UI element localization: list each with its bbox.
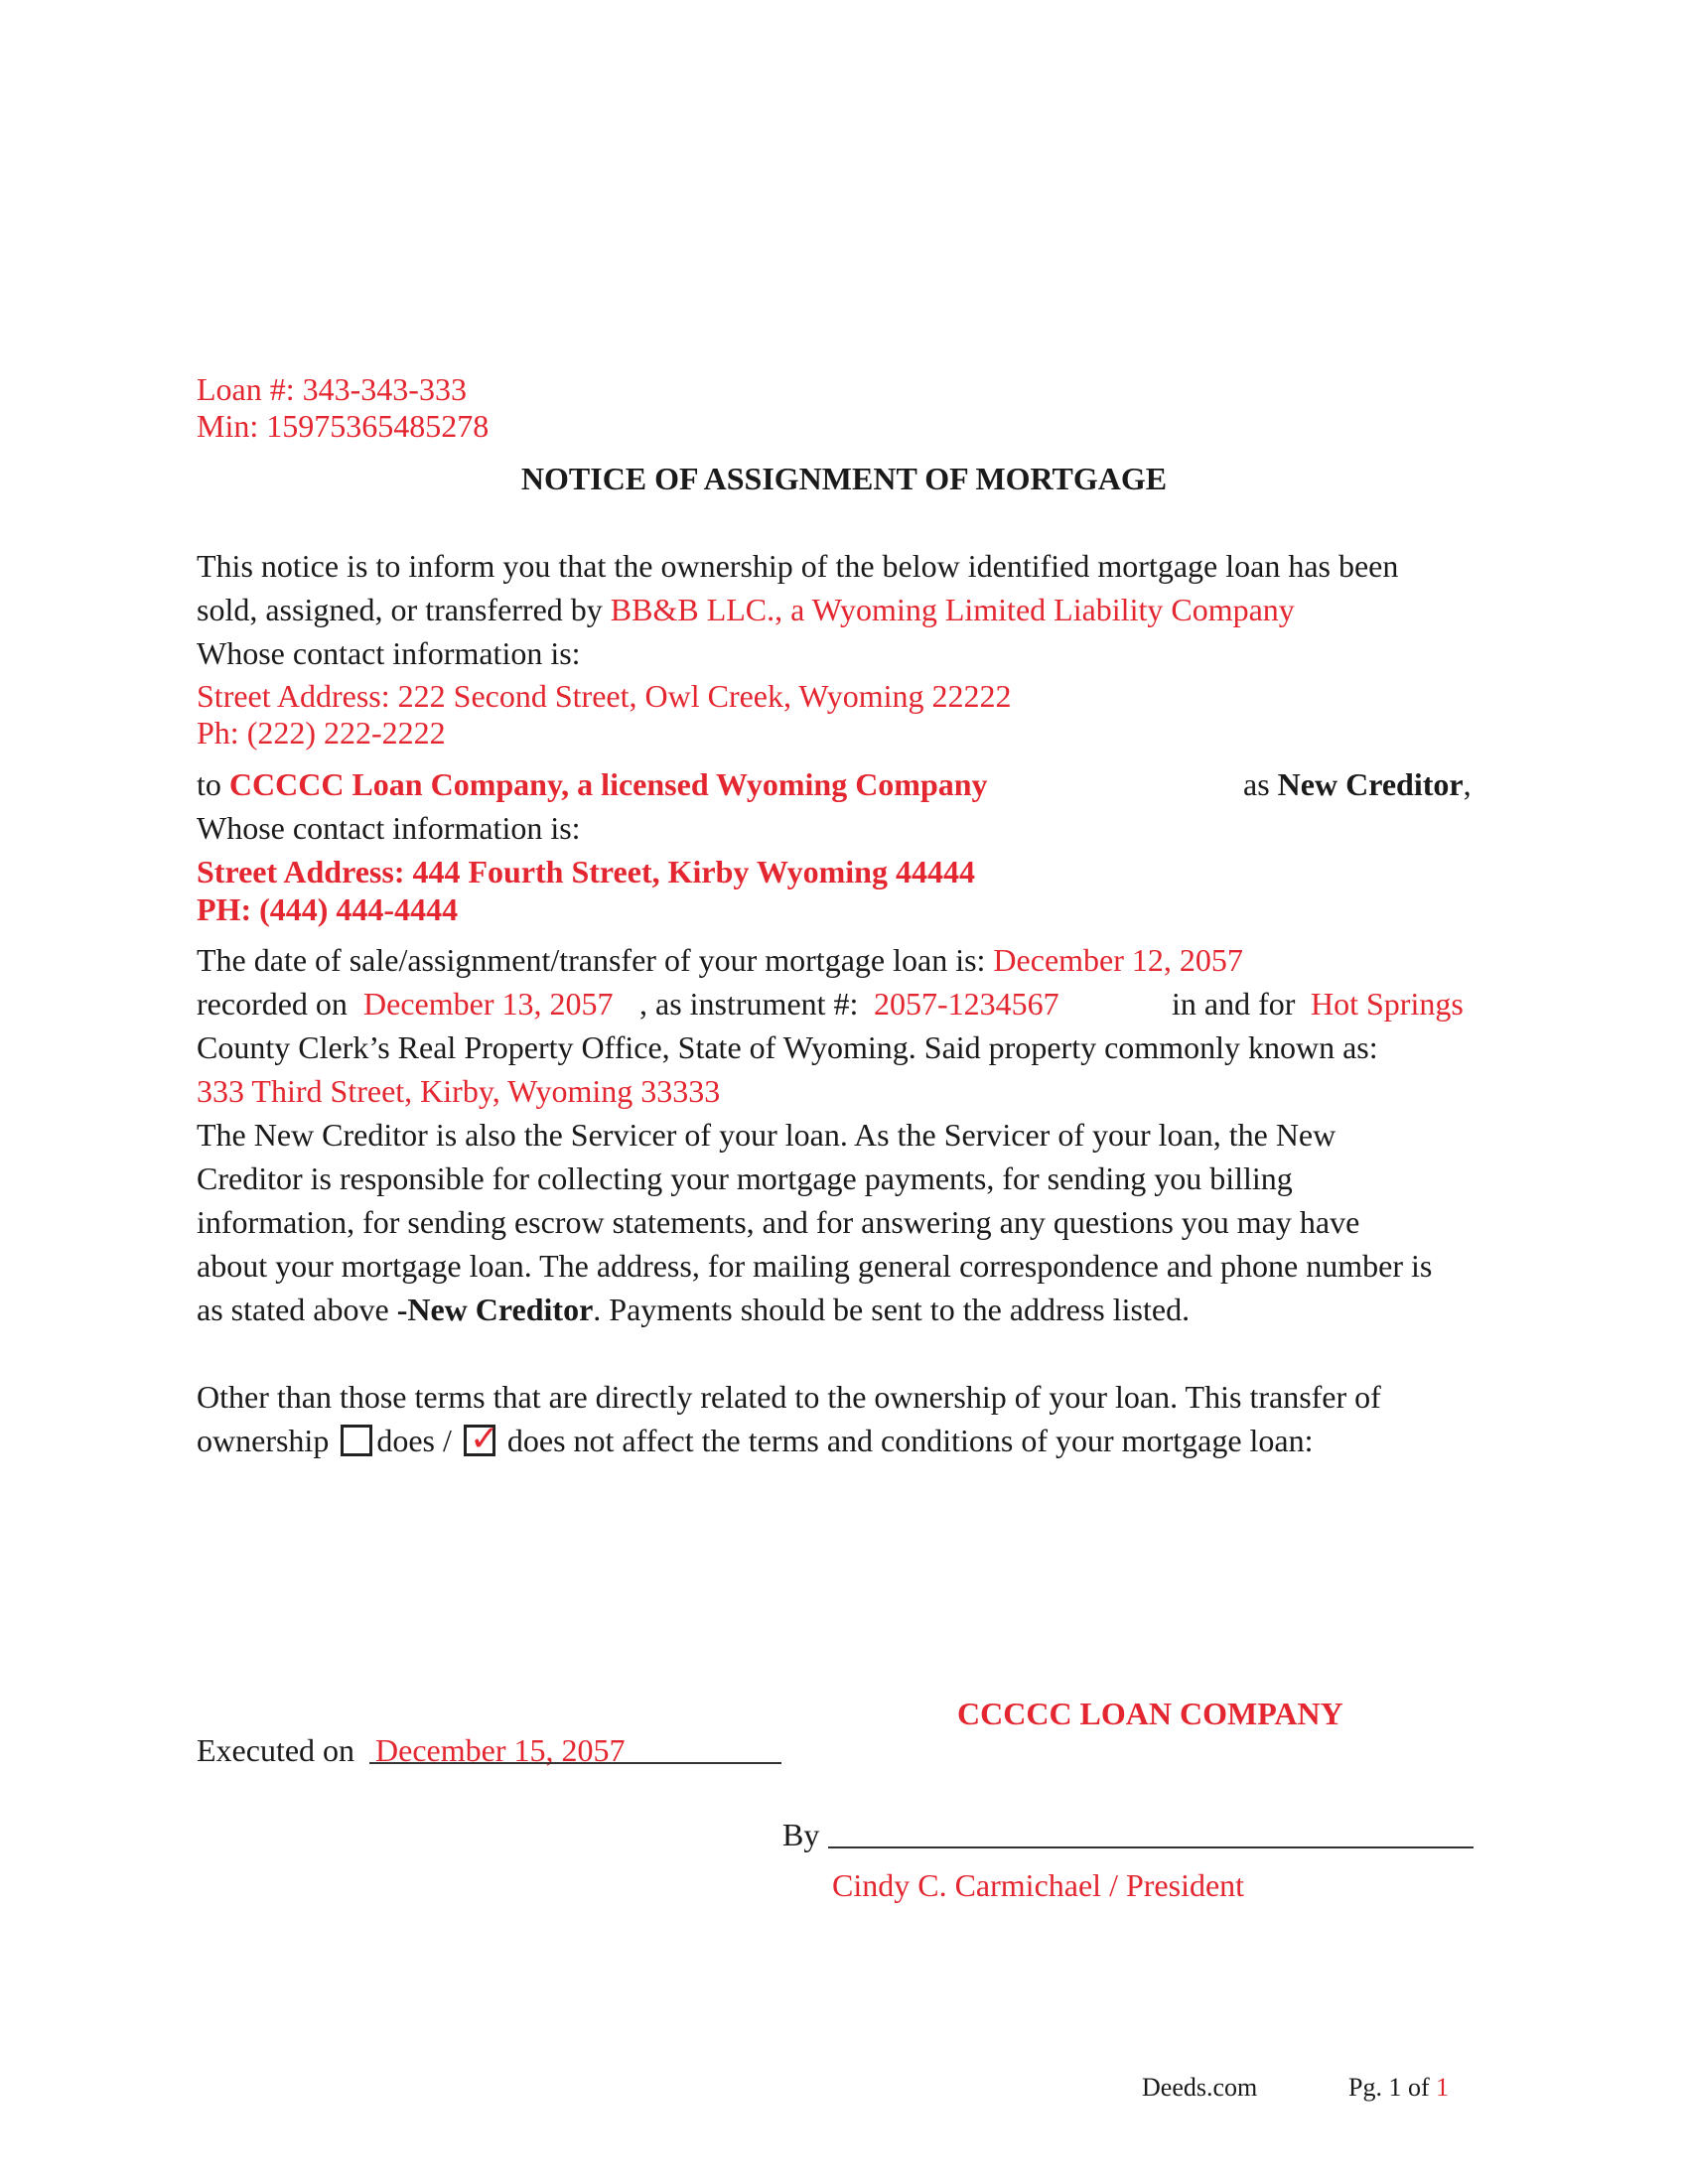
- servicer-line-5: [197, 1288, 1190, 1331]
- does-not-checkbox[interactable]: [464, 1419, 500, 1459]
- as-label: as: [1243, 766, 1270, 802]
- in-and-for-label: in and for: [1172, 986, 1296, 1022]
- company-name: CCCCC LOAN COMPANY: [957, 1696, 1343, 1731]
- assignee-phone: PH: (444) 444-4444: [197, 891, 459, 927]
- servicer-line-4: about your mortgage loan. The address, for mailing general correspondence and phone number is: [197, 1248, 1433, 1284]
- signature-line[interactable]: [828, 1846, 1474, 1848]
- assignee-name: CCCCC Loan Company, a licensed Wyoming Company: [228, 766, 988, 802]
- terms-line-2: [197, 1419, 1314, 1462]
- assignor-phone: Ph: (222) 222-2222: [197, 715, 446, 751]
- loan-number: Loan #: 343-343-333: [197, 371, 467, 407]
- assignee-address: Street Address: 444 Fourth Street, Kirby Wyoming 44444: [197, 854, 975, 889]
- whose-contact-1: Whose contact information is:: [197, 635, 581, 671]
- new-creditor-reference: -New Creditor: [396, 1292, 594, 1327]
- servicer-line-5-prefix: as stated above: [197, 1292, 389, 1327]
- recorded-on-label: recorded on: [197, 986, 348, 1022]
- intro-line-2: [197, 588, 1295, 631]
- executed-date: December 15, 2057: [375, 1732, 626, 1768]
- option-does-not: does not affect the terms and conditions of your mortgage loan:: [506, 1423, 1314, 1458]
- page-total: 1: [1436, 2073, 1450, 2102]
- footer-page: [1348, 2070, 1449, 2106]
- by-label: By: [782, 1817, 820, 1852]
- sale-date-line: [197, 938, 1243, 982]
- whose-contact-2: Whose contact information is:: [197, 810, 581, 846]
- intro-line-2-prefix: sold, assigned, or transferred by: [197, 592, 603, 627]
- document-title: NOTICE OF ASSIGNMENT OF MORTGAGE: [520, 461, 1168, 496]
- assignor-name: BB&B LLC., a Wyoming Limited Liability Company: [610, 592, 1295, 627]
- footer-site: Deeds.com: [1142, 2073, 1258, 2102]
- sale-date-prefix: The date of sale/assignment/transfer of your mortgage loan is:: [197, 942, 986, 978]
- assignor-address: Street Address: 222 Second Street, Owl Creek, Wyoming 22222: [197, 678, 1012, 714]
- checkmark-icon: ✓: [469, 1419, 500, 1459]
- property-address: 333 Third Street, Kirby, Wyoming 33333: [197, 1073, 721, 1109]
- comma: ,: [1463, 766, 1472, 802]
- instrument-label: , as instrument #:: [639, 986, 859, 1022]
- executed-on-label: Executed on: [197, 1732, 355, 1768]
- servicer-line-1: The New Creditor is also the Servicer of your loan. As the Servicer of your loan, the New: [197, 1117, 1336, 1153]
- page-label: Pg. 1 of: [1348, 2073, 1430, 2102]
- to-prefix: to: [197, 766, 221, 802]
- option-does: does /: [376, 1423, 452, 1458]
- new-creditor-label: New Creditor: [1277, 766, 1464, 802]
- executed-date-line: [369, 1762, 781, 1764]
- min-number: Min: 15975365485278: [197, 408, 490, 444]
- instrument-number: 2057-1234567: [874, 986, 1059, 1022]
- to-line: [197, 762, 988, 806]
- county-name: Hot Springs: [1311, 986, 1464, 1022]
- servicer-line-2: Creditor is responsible for collecting your mortgage payments, for sending you billing: [197, 1160, 1293, 1196]
- terms-ownership: ownership: [197, 1423, 330, 1458]
- does-checkbox[interactable]: [341, 1425, 372, 1456]
- sale-date: December 12, 2057: [993, 942, 1243, 978]
- servicer-line-5-suffix: . Payments should be sent to the address listed.: [593, 1292, 1191, 1327]
- intro-line-1: This notice is to inform you that the ownership of the below identified mortgage loan has been: [197, 548, 1399, 584]
- recorded-date: December 13, 2057: [363, 986, 614, 1022]
- signer-name: Cindy C. Carmichael / President: [832, 1867, 1245, 1903]
- terms-line-1: Other than those terms that are directly related to the ownership of your loan. This transfer of: [197, 1379, 1381, 1415]
- servicer-line-3: information, for sending escrow statements, and for answering any questions you may have: [197, 1204, 1360, 1240]
- county-line: County Clerk’s Real Property Office, State of Wyoming. Said property commonly known as:: [197, 1029, 1378, 1065]
- new-creditor-line: [1243, 762, 1472, 806]
